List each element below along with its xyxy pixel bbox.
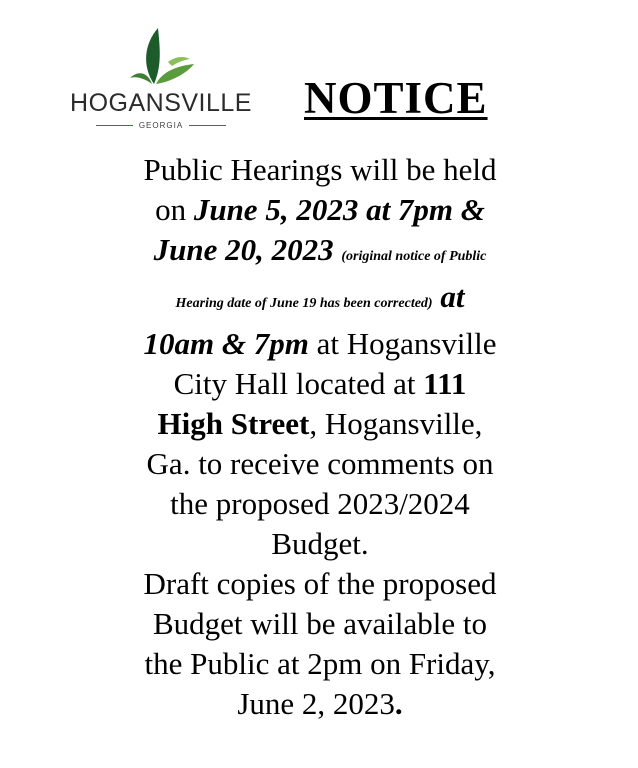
correction-note-1: (original notice of Public bbox=[341, 249, 487, 264]
body-line-at: at Hogansville bbox=[316, 326, 497, 361]
body-line-cityhall: City Hall located at bbox=[173, 366, 416, 401]
address-street: High Street bbox=[157, 406, 310, 441]
logo-state bbox=[96, 118, 226, 132]
body-line-public: the Public at 2pm on Friday, bbox=[144, 646, 496, 681]
body-line-receive: Ga. to receive comments on bbox=[146, 446, 494, 481]
body-line-budget: the proposed 2023/2024 bbox=[170, 486, 470, 521]
leaf-bird-icon bbox=[128, 26, 198, 88]
body-line-budget-word: Budget. bbox=[271, 526, 369, 561]
logo-rule-right bbox=[189, 125, 226, 126]
correction-note-2: Hearing date of June 19 has been corrected) bbox=[175, 296, 433, 311]
body-line-1: Public Hearings will be held bbox=[143, 152, 497, 187]
final-period: . bbox=[394, 686, 403, 721]
body-line-2-prefix: on bbox=[155, 192, 194, 227]
body-line-draft: Draft copies of the proposed bbox=[143, 566, 497, 601]
hogansville-logo bbox=[66, 26, 256, 130]
logo-wordmark: HOGANSVILLE bbox=[70, 89, 252, 117]
hearing-date-2: June 20, 2023 bbox=[153, 232, 334, 267]
notice-title: NOTICE bbox=[304, 73, 488, 123]
hearing-date-1: June 5, 2023 at 7pm & bbox=[193, 192, 485, 227]
body-line-city: , Hogansville, bbox=[309, 406, 483, 441]
body-line-date: June 2, 2023 bbox=[237, 686, 395, 721]
address-number: 111 bbox=[423, 366, 467, 401]
logo-rule-left bbox=[96, 125, 133, 126]
notice-body bbox=[60, 150, 580, 724]
hearing-times: 10am & 7pm bbox=[143, 326, 309, 361]
logo-state-label: GEORGIA bbox=[138, 120, 184, 130]
body-line-available: Budget will be available to bbox=[152, 606, 488, 641]
at-word: at bbox=[440, 279, 465, 314]
